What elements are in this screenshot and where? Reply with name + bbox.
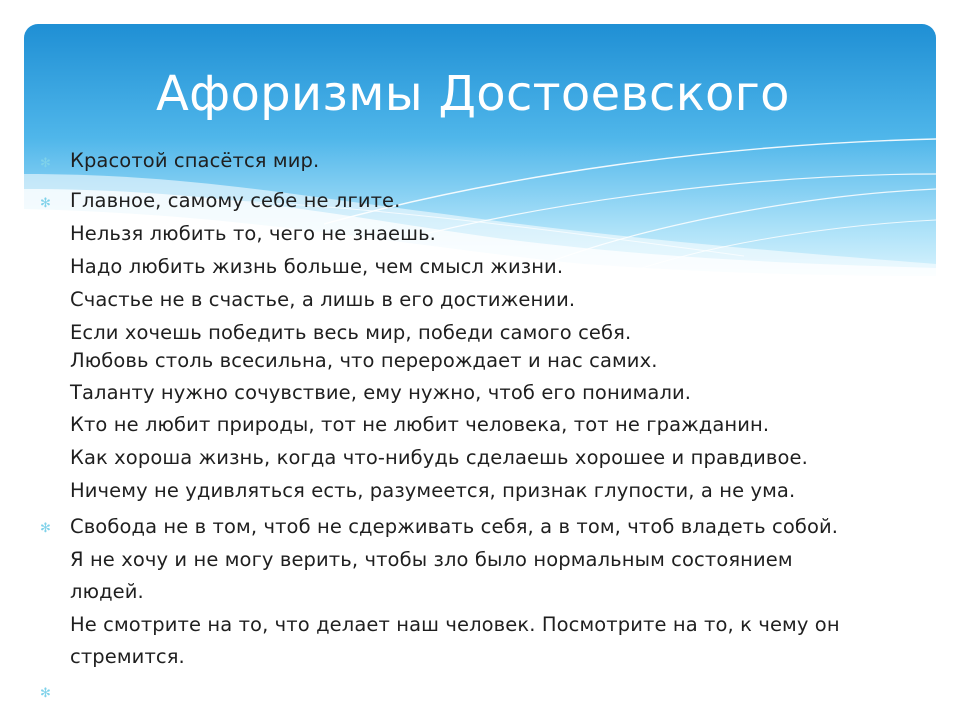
aphorism-line: Кто не любит природы, тот не любит человека, тот не гражданин. bbox=[70, 413, 770, 436]
bullet-icon: ✻ bbox=[40, 521, 51, 536]
aphorism-line: Таланту нужно сочувствие, ему нужно, чтоб его понимали. bbox=[70, 381, 692, 404]
aphorism-line: Не смотрите на то, что делает наш человек. Посмотрите на то, к чему он bbox=[70, 613, 840, 636]
aphorism-line: Нельзя любить то, чего не знаешь. bbox=[70, 222, 436, 245]
aphorism-line: людей. bbox=[70, 580, 144, 603]
aphorism-line: стремится. bbox=[70, 645, 185, 668]
aphorism-line: Ничему не удивляться есть, разумеется, признак глупости, а не ума. bbox=[70, 479, 796, 502]
aphorism-line: Надо любить жизнь больше, чем смысл жизни. bbox=[70, 255, 564, 278]
aphorism-line: Красотой спасётся мир. bbox=[70, 149, 320, 172]
aphorism-line: Счастье не в счастье, а лишь в его достижении. bbox=[70, 288, 576, 311]
aphorism-line: Как хороша жизнь, когда что-нибудь сделаешь хорошее и правдивое. bbox=[70, 446, 808, 469]
aphorism-line: Любовь столь всесильна, что перерождает и нас самих. bbox=[70, 349, 658, 372]
bullet-icon: ✻ bbox=[40, 686, 51, 701]
bullet-icon: ✻ bbox=[40, 156, 51, 171]
aphorism-line: Главное, самому себе не лгите. bbox=[70, 189, 401, 212]
bullet-icon: ✻ bbox=[40, 196, 51, 211]
aphorism-line: Я не хочу и не могу верить, чтобы зло было нормальным состоянием bbox=[70, 548, 793, 571]
aphorism-line: Если хочешь победить весь мир, победи самого себя. bbox=[70, 321, 632, 344]
slide-title: Афоризмы Достоевского bbox=[156, 66, 790, 122]
aphorism-line: Свобода не в том, чтоб не сдерживать себя, а в том, чтоб владеть собой. bbox=[70, 515, 839, 538]
